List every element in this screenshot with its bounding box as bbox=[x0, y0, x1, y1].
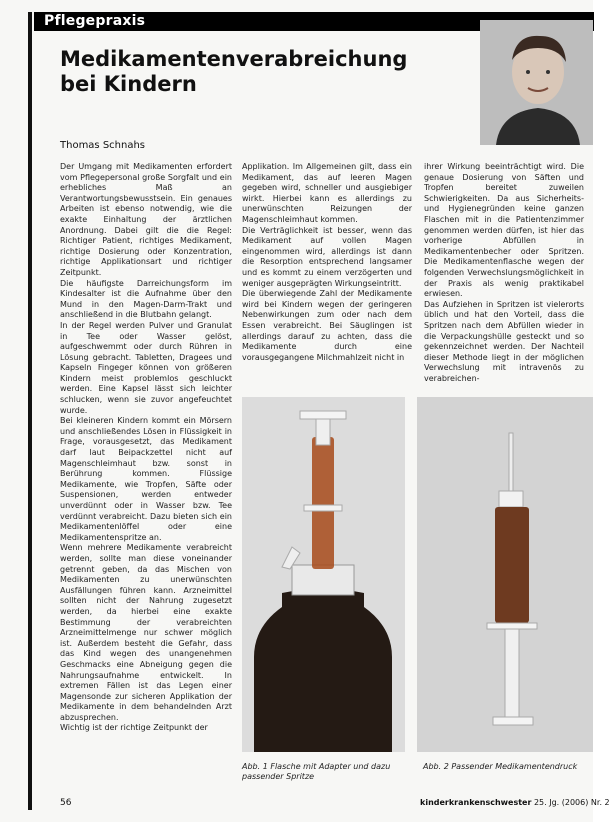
title-line-2: bei Kindern bbox=[60, 72, 197, 96]
author-photo bbox=[480, 20, 593, 145]
author-name: Thomas Schnahs bbox=[60, 140, 146, 151]
journal-name: kinderkrankenschwester bbox=[420, 798, 532, 807]
text-column-3 bbox=[424, 162, 584, 392]
paragraph: Die häufigste Darreichungsform im Kindesalter ist die Aufnahme über den Mund in den Magen-Darm-Trakt und anschließend in die Blutbahn gelangt. bbox=[60, 278, 232, 320]
text-column-2 bbox=[242, 162, 412, 392]
side-rule bbox=[28, 12, 32, 810]
paragraph: Der Umgang mit Medikamenten erfordert vom Pflegepersonal große Sorgfalt und ein erhebliches Maß an Verantwortungsbewusstsein. Ein genaues Arbeiten ist ebenso notwendig, wie die exakte Einhaltung der ärztlichen Anordnung. Dabei gilt die die Regel: Richtiger Patient, richtiges Medikament, richtige Dosierung oder Konzentration, richtige Applikationsart und richtiger Zeitpunkt. bbox=[60, 162, 232, 277]
bottle-syringe-illustration bbox=[242, 397, 405, 752]
paragraph: ihrer Wirkung beeinträchtigt wird. Die genaue Dosierung von Säften und Tropfen bereitet zuweilen Schwierigkeiten. Da aus Sicherheits- und Hygienegründen keine ganzen Flaschen mit in die Patientenzimmer genommen werden dürfen, ist hier das vorherige Abfüllen in Medikamentenbecher oder Spritzen. Die Medikamentenflasche wegen der folgenden Verwechslungsmöglichkeit in der Praxis als wenig praktikabel erwiesen. bbox=[424, 162, 584, 299]
paragraph: Applikation. Im Allgemeinen gilt, dass ein Medikament, das auf leeren Magen gegeben wird, schneller und ausgiebiger wirkt. Hierbei kann es allerdings zu unerwünschten Reizungen der Magenschleimhaut kommen. bbox=[242, 162, 412, 224]
journal-issue: 25. Jg. (2006) Nr. 2 bbox=[533, 798, 610, 807]
title-line-1: Medikamentenverabreichung bbox=[60, 47, 408, 71]
paragraph: Die überwiegende Zahl der Medikamente wird bei Kindern wegen der geringeren Nebenwirkungen zum oder nach dem Essen verabreicht. Bei Säuglingen ist allerdings darauf zu achten, dass die Medikamente durch eine vorausgegangene Milchmahlzeit nicht in bbox=[242, 289, 412, 362]
author-portrait bbox=[480, 20, 593, 145]
syringe-illustration bbox=[417, 397, 593, 752]
paragraph: Das Aufziehen in Spritzen ist vielerorts üblich und hat den Vorteil, dass die Spritzen nach dem Abfüllen wieder in die Verpackungshülle gesteckt und so gekennzeichnet werden. Der Nachteil dieser Methode liegt in der möglichen Verwechslung mit intravenös zu verabreichen- bbox=[424, 299, 584, 383]
page-number: 56 bbox=[60, 798, 72, 808]
figure-syringe bbox=[417, 397, 593, 752]
text-column-1 bbox=[60, 162, 232, 784]
journal-footer bbox=[420, 798, 610, 807]
figure-caption-2: Abb. 2 Passender Medikamentendruck bbox=[423, 762, 578, 771]
paragraph: In der Regel werden Pulver und Granulat in Tee oder Wasser gelöst, aufgeschwemmt oder durch Rühren in Lösung gebracht. Tabletten, Dragees und Kapseln Fingeger können von größeren Kindern meist problemlos geschluckt werden. Eine Kapsel lässt sich leichter schlucken, wenn sie zuvor angefeuchtet wurde. bbox=[60, 320, 232, 415]
paragraph: Wichtig ist der richtige Zeitpunkt der bbox=[60, 723, 208, 733]
section-label: Pflegepraxis bbox=[44, 13, 146, 29]
paragraph: Die Verträglichkeit ist besser, wenn das Medikament auf vollen Magen eingenommen wird, allerdings ist dann die Resorption entsprechend langsamer und es kommt zu einem verzögerten und weniger ausgeprägten Wirkungseintritt. bbox=[242, 225, 412, 288]
figure-bottle-syringe bbox=[242, 397, 405, 752]
article-title bbox=[60, 47, 407, 97]
figure-caption-1: Abb. 1 Flasche mit Adapter und dazu passender Spritze bbox=[242, 762, 391, 781]
paragraph: Bei kleineren Kindern kommt ein Mörsern und anschließendes Lösen in Flüssigkeit in Frage, vorausgesetzt, das Medikament darf laut Beipackzettel nicht auf Magenschleimhaut bzw. sonst in Berührung kommen. Flüssige Medikamente, wie Tropfen, Säfte oder Suspensionen, werden entweder unverdünnt oder in Wasser bzw. Tee verdünnt verabreicht. Dazu bieten sich ein Medikamentenlöffel oder eine Medikamentenspritze an. bbox=[60, 416, 232, 542]
paragraph: Wenn mehrere Medikamente verabreicht werden, sollte man diese voneinander getrennt geben, da das Mischen von Medikamenten zu unerwünschten Ausfällungen führen kann. Arzneimittel sollten nicht der Nahrung zugesetzt werden, da hierbei eine exakte Bestimmung der verabreichten Arzneimittelmenge nur schwer möglich ist. Außerdem besteht die Gefahr, dass das Kind wegen des unangenehmen Geschmacks eine Abneigung gegen die Nahrungsaufnahme entwickelt. In extremen Fällen ist das Legen einer Magensonde zur sicheren Applikation der Medikamente in dem behandelnden Arzt abzusprechen. bbox=[60, 543, 232, 722]
